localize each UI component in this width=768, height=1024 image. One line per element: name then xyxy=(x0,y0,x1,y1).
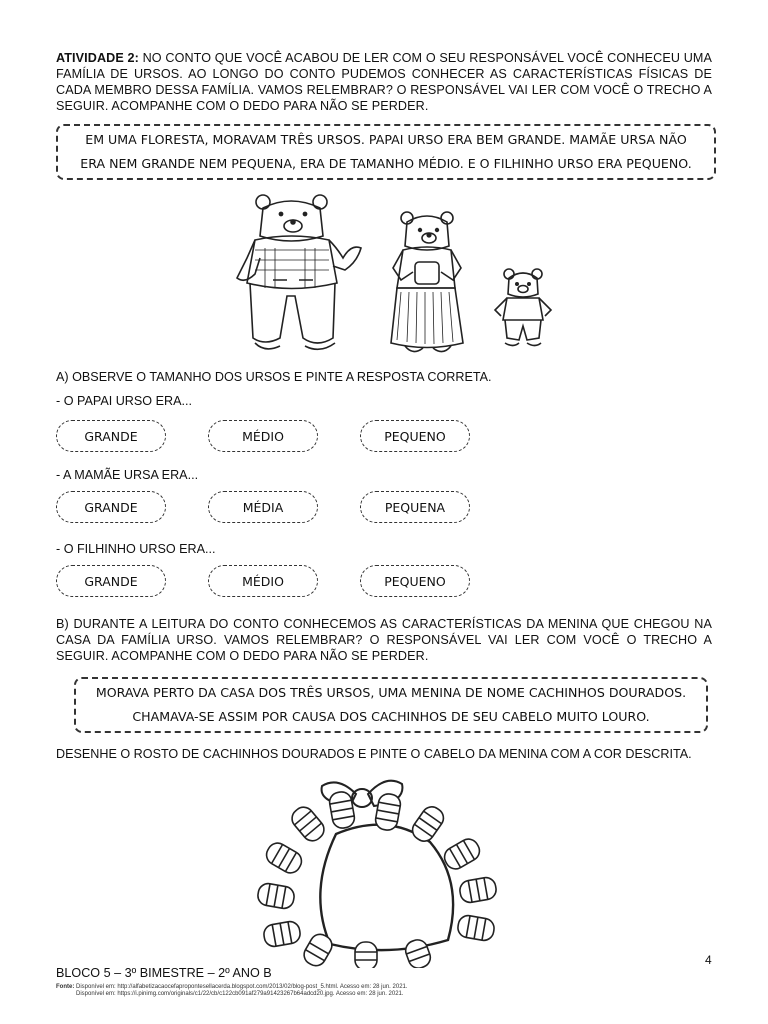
footer-label: BLOCO 5 – 3º BIMESTRE – 2º ANO B xyxy=(56,966,272,980)
papa-option-pequeno[interactable]: PEQUENO xyxy=(360,420,470,452)
papa-option-medio[interactable]: MÉDIO xyxy=(208,420,318,452)
activity-text: NO CONTO QUE VOCÊ ACABOU DE LER COM O SEU RESPONSÁVEL VOCÊ CONHECEU UMA FAMÍLIA DE URSOS. AO LONGO DO CONTO PUDEMOS CONHECER AS CARACTERÍSTICAS FÍSICAS DE CADA MEMBRO DESSA FAMÍLIA. VAMOS RELEMBRAR? O RESPONSÁVEL VAI LER COM VOCÊ O TRECHO A SEGUIR. ACOMPANHE COM O DEDO PARA NÃO SE PERDER. xyxy=(56,51,712,113)
source-line-1 xyxy=(56,984,408,990)
mama-bear-icon xyxy=(391,212,463,352)
mama-option-pequena[interactable]: PEQUENA xyxy=(360,491,470,523)
baby-option-pequeno[interactable]: PEQUENO xyxy=(360,565,470,597)
draw-instruction: DESENHE O ROSTO DE CACHINHOS DOURADOS E PINTE O CABELO DA MENINA COM A COR DESCRITA. xyxy=(56,747,692,761)
excerpt-line: CHAMAVA-SE ASSIM POR CAUSA DOS CACHINHOS DE SEU CABELO MUITO LOURO. xyxy=(132,709,650,724)
story-excerpt-girl xyxy=(74,677,708,733)
papa-bear-question: - O PAPAI URSO ERA... xyxy=(56,394,192,408)
baby-bear-icon xyxy=(495,269,551,346)
source-line-2: Disponível em: https://i.pinimg.com/originals/c1/22/cb/c122cb091af279a91423267b64adcd20.jpg. Acesso em: 28 jun. 2021. xyxy=(76,991,404,997)
page-number: 4 xyxy=(705,953,712,967)
baby-option-grande[interactable]: GRANDE xyxy=(56,565,166,597)
papa-bear-icon xyxy=(237,195,361,349)
face-area xyxy=(320,825,453,950)
baby-option-medio[interactable]: MÉDIO xyxy=(208,565,318,597)
source-label: Fonte: xyxy=(56,984,75,990)
goldilocks-hair-outline[interactable] xyxy=(238,772,538,968)
activity-intro xyxy=(56,50,712,114)
story-excerpt-bears xyxy=(56,124,716,180)
mama-bear-question: - A MAMÃE URSA ERA... xyxy=(56,468,199,482)
baby-bear-question: - O FILHINHO URSO ERA... xyxy=(56,542,216,556)
excerpt-line: MORAVA PERTO DA CASA DOS TRÊS URSOS, UMA MENINA DE NOME CACHINHOS DOURADOS. xyxy=(95,685,687,700)
papa-option-grande[interactable]: GRANDE xyxy=(56,420,166,452)
mama-option-grande[interactable]: GRANDE xyxy=(56,491,166,523)
three-bears-illustration xyxy=(225,188,570,363)
activity-label: ATIVIDADE 2: xyxy=(56,51,139,65)
excerpt-line: ERA NEM GRANDE NEM PEQUENA, ERA DE TAMANHO MÉDIO. E O FILHINHO URSO ERA PEQUENO. xyxy=(80,156,692,171)
mama-option-media[interactable]: MÉDIA xyxy=(208,491,318,523)
excerpt-line: EM UMA FLORESTA, MORAVAM TRÊS URSOS. PAPAI URSO ERA BEM GRANDE. MAMÃE URSA NÃO xyxy=(85,132,687,147)
question-b-text: B) DURANTE A LEITURA DO CONTO CONHECEMOS AS CARACTERÍSTICAS DA MENINA QUE CHEGOU NA CASA DA FAMÍLIA URSO. VAMOS RELEMBRAR? O RESPONSÁVEL VAI LER COM VOCÊ O TRECHO A SEGUIR. ACOMPANHE COM O DEDO PARA NÃO SE PERDER. xyxy=(56,617,712,663)
question-a-prompt: A) OBSERVE O TAMANHO DOS URSOS E PINTE A RESPOSTA CORRETA. xyxy=(56,370,492,384)
curls xyxy=(256,790,497,968)
source-text-1: Disponível em: http://alfabetizacaocefapropontesellacerda.blogspot.com/2013/02/blog-post_5.html. Acesso em: 28 jun. 2021. xyxy=(74,984,408,990)
